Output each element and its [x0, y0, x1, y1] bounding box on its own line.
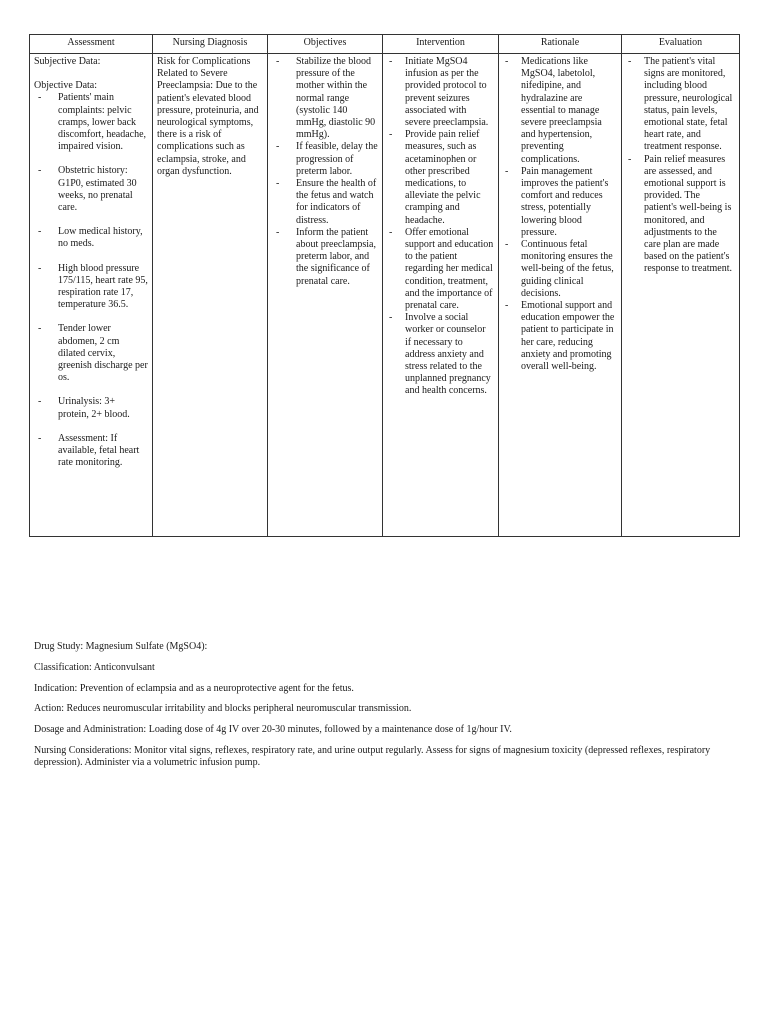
- list-item: - If feasible, delay the progression of preterm labor.: [272, 141, 378, 178]
- drug-indication: Indication: Prevention of eclampsia and as a neuroprotective agent for the fetus.: [34, 682, 354, 694]
- assessment-cell: [30, 54, 153, 537]
- header-assessment: Assessment: [30, 35, 153, 54]
- list-item: - Pain relief measures are assessed, and emotional support is provided. The patient's well-being is monitored, and adjustments to the care plan are made based on the patient's response to treatment.: [626, 154, 735, 276]
- list-item: - Continuous fetal monitoring ensures the well-being of the fetus, guiding clinical decisions.: [503, 239, 617, 300]
- objectives-cell: [268, 54, 383, 537]
- list-item: - Urinalysis: 3+ protein, 2+ blood.: [34, 396, 148, 420]
- list-item: - Tender lower abdomen, 2 cm dilated cervix, greenish discharge per os.: [34, 323, 148, 384]
- header-nursing-diagnosis: Nursing Diagnosis: [153, 35, 268, 54]
- drug-nursing-considerations: Nursing Considerations: Monitor vital signs, reflexes, respiratory rate, and urine output regularly. Assess for signs of magnesium toxicity (depressed reflexes, respiratory depression). Administer via a volumetric infusion pump.: [34, 744, 711, 769]
- list-item: - Ensure the health of the fetus and watch for indicators of distress.: [272, 178, 378, 227]
- list-item: - Inform the patient about preeclampsia, preterm labor, and the significance of prenatal care.: [272, 227, 378, 288]
- list-item: - Patients' main complaints: pelvic cramps, lower back discomfort, headache, impaired vision.: [34, 92, 148, 153]
- table-row: [30, 54, 740, 537]
- list-item: - Provide pain relief measures, such as acetaminophen or other prescribed medications, to alleviate the pelvic cramping and headache.: [387, 129, 494, 227]
- list-item: - The patient's vital signs are monitored, including blood pressure, neurological status, pain levels, emotional state, fetal heart rate, and treatment response.: [626, 56, 735, 154]
- nursing-diagnosis-text: Risk for Complications Related to Severe Preeclampsia: Due to the patient's elevated blood pressure, proteinuria, and neurological symptoms, there is a risk of complications such as eclampsia, stroke, and organ dysfunction.: [157, 56, 259, 177]
- intervention-list: [387, 56, 494, 398]
- objective-data-label: Objective Data:: [34, 80, 98, 92]
- drug-study-title: Drug Study: Magnesium Sulfate (MgSO4):: [34, 641, 208, 652]
- list-item: - Stabilize the blood pressure of the mother within the normal range (systolic 140 mmHg, diastolic 90 mmHg).: [272, 56, 378, 141]
- table-header-row: [30, 35, 740, 54]
- list-item: - Initiate MgSO4 infusion as per the provided protocol to prevent seizures associated with severe preeclampsia.: [387, 56, 494, 129]
- rationale-list: [503, 56, 617, 373]
- list-item: - High blood pressure 175/115, heart rate 95, respiration rate 17, temperature 36.5.: [34, 263, 148, 312]
- list-item: - Medications like MgSO4, labetolol, nifedipine, and hydralazine are essential to manage severe preeclampsia and hypertension, preventing complications.: [503, 56, 617, 166]
- drug-action: Action: Reduces neuromuscular irritability and blocks peripheral neuromuscular transmission.: [34, 703, 412, 715]
- subjective-data-label: Subjective Data:: [34, 56, 101, 67]
- header-rationale: Rationale: [499, 35, 622, 54]
- list-item: - Involve a social worker or counselor if necessary to address anxiety and stress related to the unplanned pregnancy and health concerns.: [387, 312, 494, 397]
- assessment-list: [34, 92, 148, 469]
- rationale-cell: [499, 54, 622, 537]
- drug-classification: Classification: Anticonvulsant: [34, 661, 155, 673]
- nursing-care-plan-table: [29, 34, 740, 537]
- list-item: - Pain management improves the patient's comfort and reduces stress, potentially lowering blood pressure.: [503, 166, 617, 239]
- nursing-diagnosis-cell: [153, 54, 268, 537]
- header-evaluation: Evaluation: [622, 35, 740, 54]
- drug-dosage: Dosage and Administration: Loading dose of 4g IV over 20-30 minutes, followed by a maintenance dose of 1g/hour IV.: [34, 724, 512, 736]
- evaluation-list: [626, 56, 735, 276]
- objectives-list: [272, 56, 378, 288]
- intervention-cell: [383, 54, 499, 537]
- drug-study-section: [34, 641, 740, 778]
- header-objectives: Objectives: [268, 35, 383, 54]
- list-item: - Offer emotional support and education to the patient regarding her medical condition, treatment, and the importance of prenatal care.: [387, 227, 494, 312]
- header-intervention: Intervention: [383, 35, 499, 54]
- list-item: - Obstetric history: G1P0, estimated 30 weeks, no prenatal care.: [34, 165, 148, 214]
- list-item: - Emotional support and education empower the patient to participate in her care, reducing anxiety and promoting overall well-being.: [503, 300, 617, 373]
- list-item: - Low medical history, no meds.: [34, 226, 148, 250]
- list-item: - Assessment: If available, fetal heart rate monitoring.: [34, 433, 148, 470]
- evaluation-cell: [622, 54, 740, 537]
